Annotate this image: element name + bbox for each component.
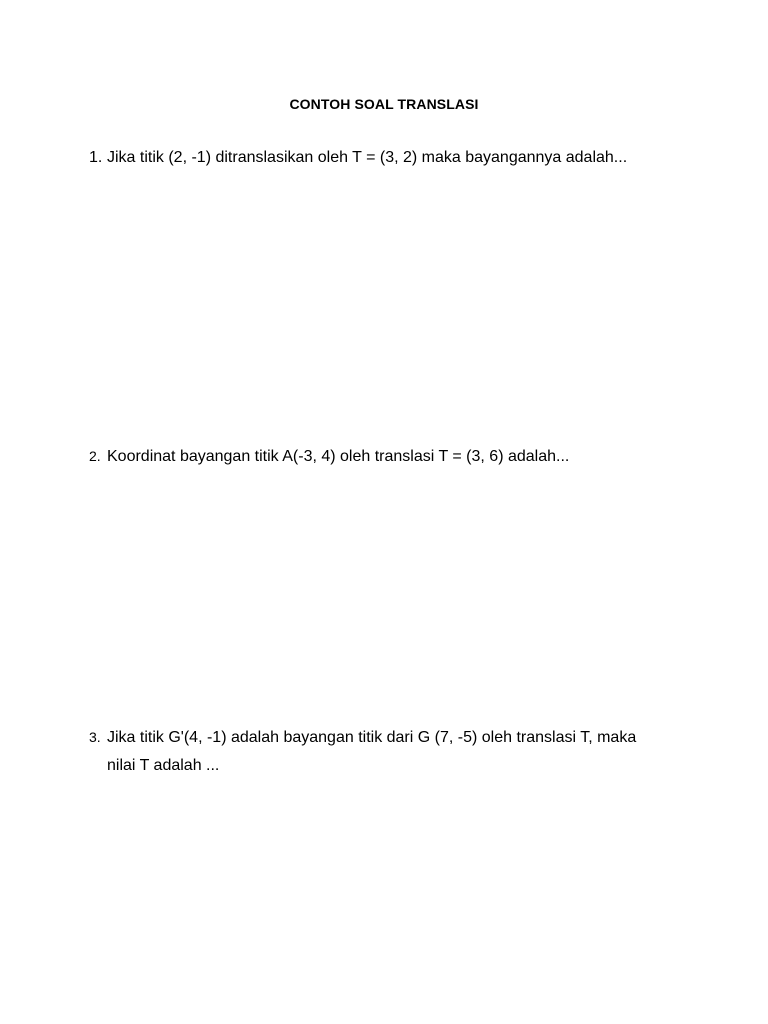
document-title: CONTOH SOAL TRANSLASI [289,96,479,112]
question-line [89,723,689,752]
question-text: Jika titik (2, -1) ditranslasikan oleh T = (3, 2) maka bayangannya adalah... [107,149,628,166]
question-text-continuation: nilai T adalah ... [107,757,220,774]
question-line [89,144,689,172]
question-number: 1. [89,149,103,166]
question-item [89,442,689,471]
question-item [89,723,689,780]
question-text: Koordinat bayangan titik A(-3, 4) oleh translasi T = (3, 6) adalah... [107,448,570,465]
question-number: 2. [89,448,101,464]
question-item [89,144,689,172]
question-text: Jika titik G'(4, -1) adalah bayangan titik dari G (7, -5) oleh translasi T, maka [107,729,637,746]
question-line [89,442,689,471]
question-number: 3. [89,729,101,745]
